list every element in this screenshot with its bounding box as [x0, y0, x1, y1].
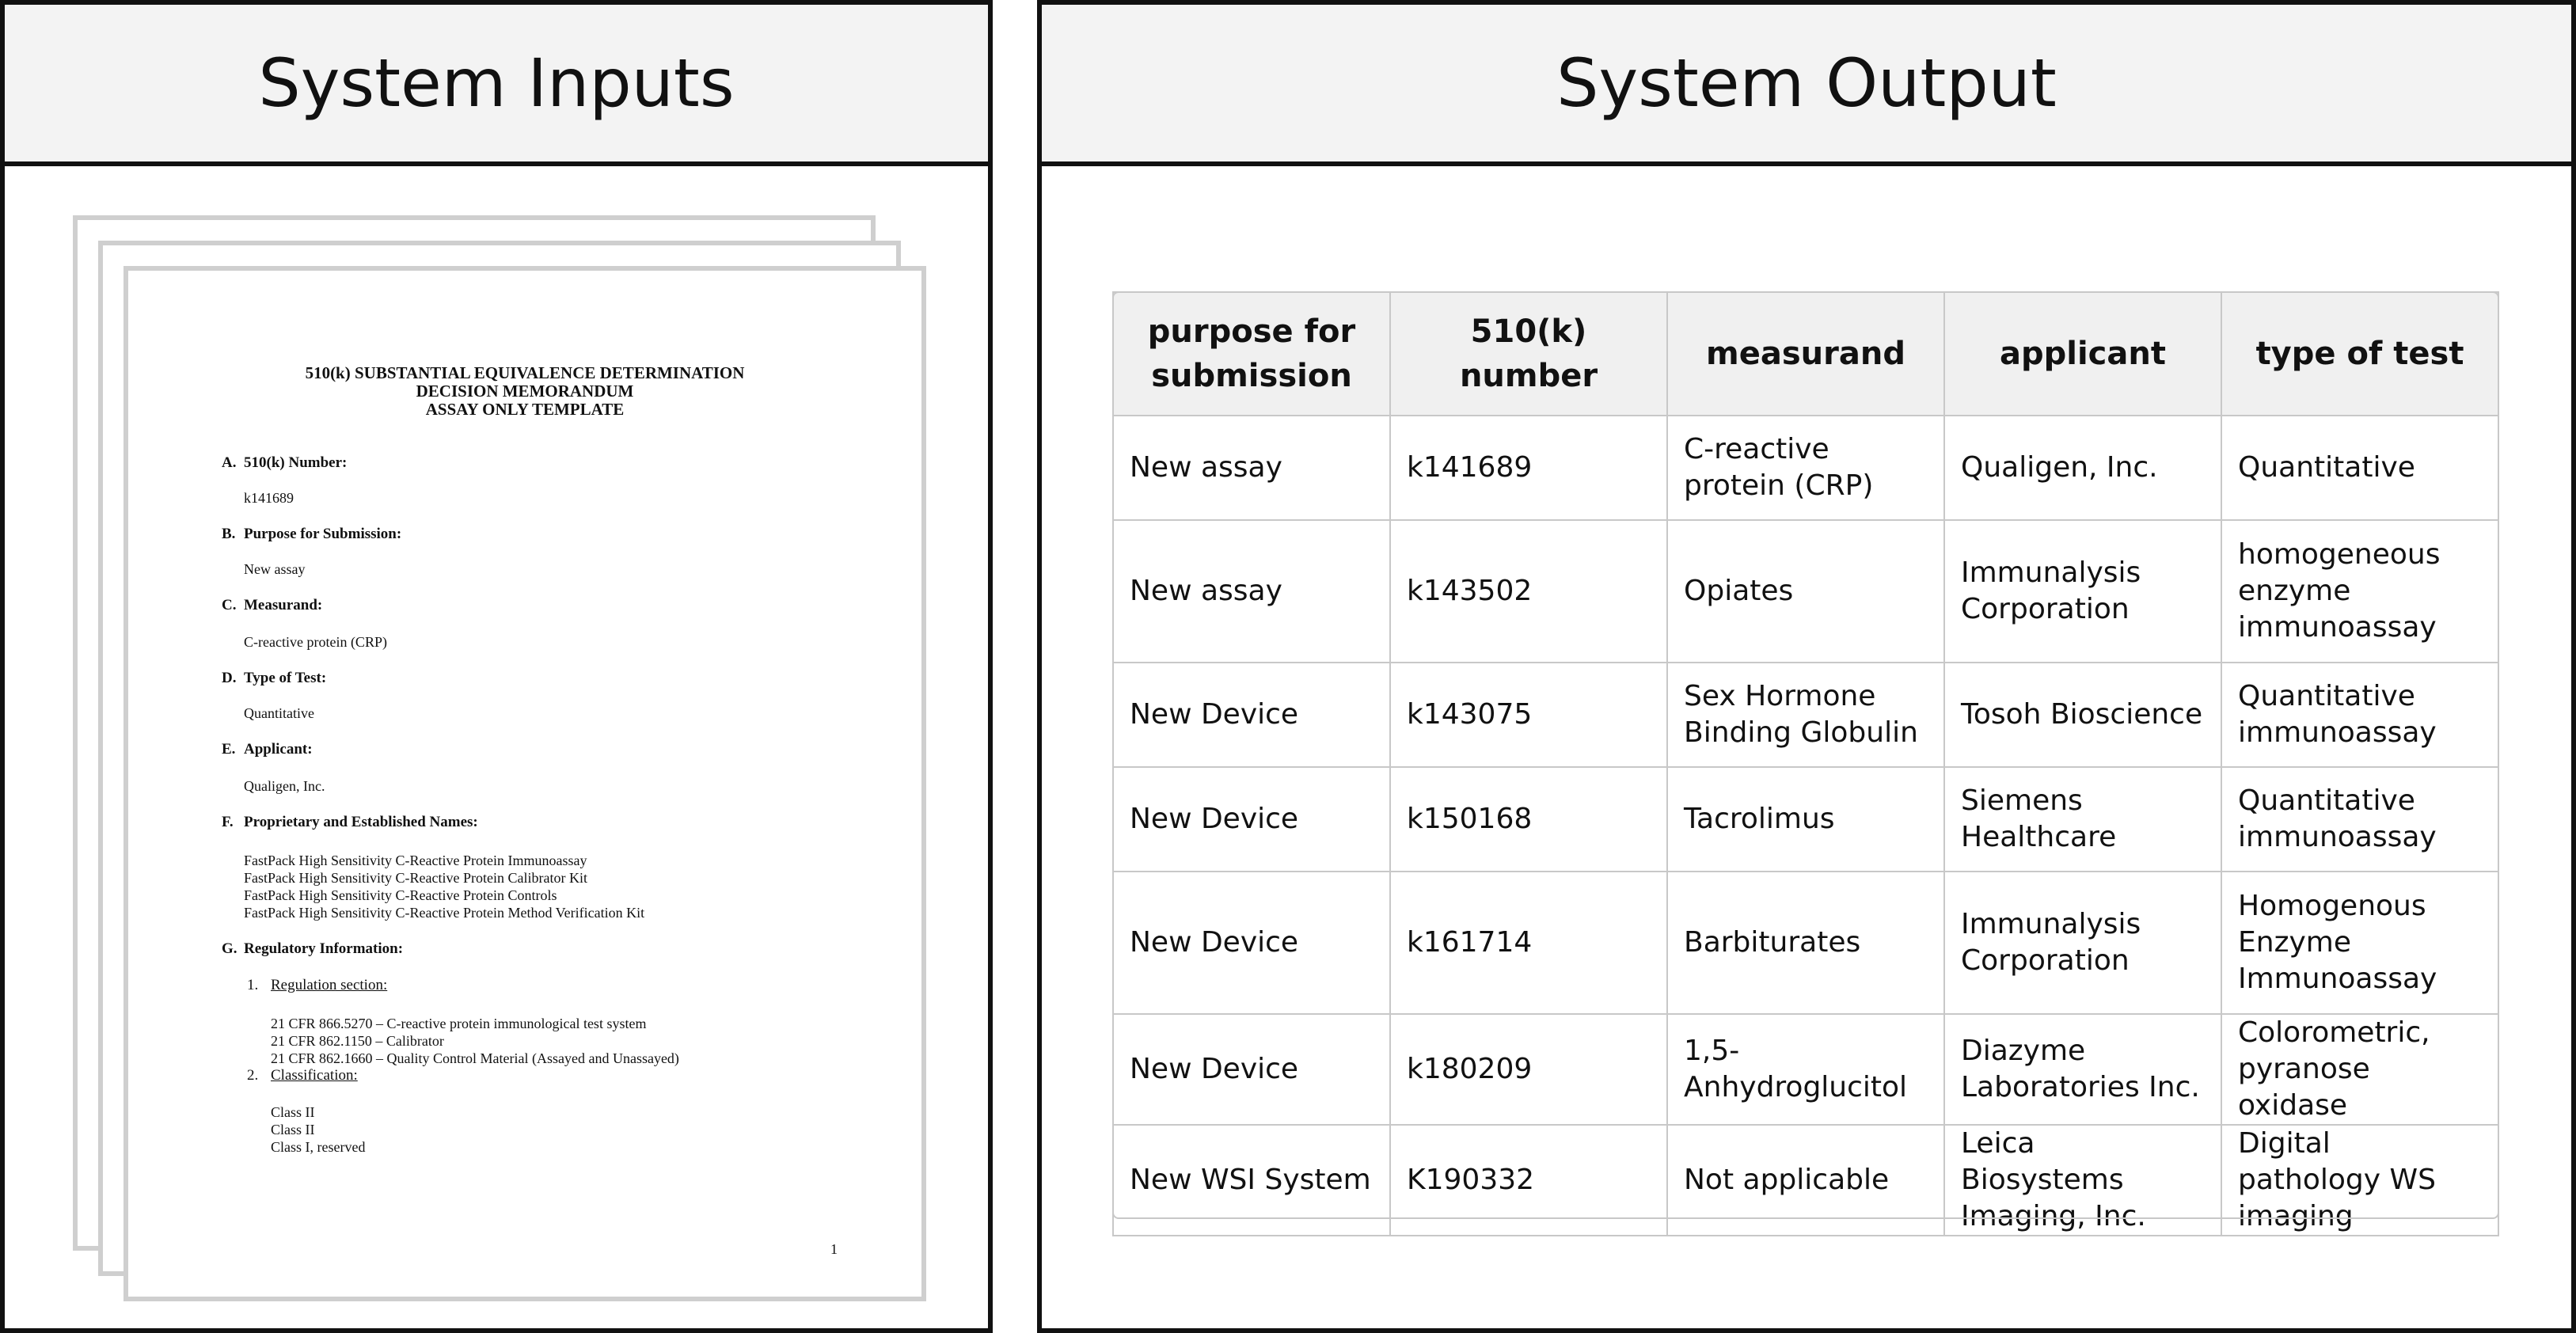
- table-cell: Immunalysis Corporation: [1944, 520, 2221, 663]
- classification-value: Class II: [271, 1104, 315, 1120]
- document-header-line: DECISION MEMORANDUM: [416, 382, 634, 401]
- section-label: Applicant:: [244, 741, 313, 758]
- section-b-heading: [222, 526, 401, 543]
- section-letter: G.: [222, 940, 237, 957]
- document-header-line: 510(k) SUBSTANTIAL EQUIVALENCE DETERMINATION: [305, 363, 745, 382]
- table-cell: New WSI System: [1113, 1125, 1390, 1236]
- table-cell: New Device: [1113, 872, 1390, 1014]
- classification-value: Class I, reserved: [271, 1139, 366, 1155]
- table-cell: 1,5-Anhydroglucitol: [1667, 1014, 1944, 1125]
- table-row: [1113, 520, 2498, 663]
- system-output-header: [1042, 5, 2571, 166]
- section-label: Type of Test:: [244, 670, 327, 686]
- regulation-value: 21 CFR 862.1150 – Calibrator: [271, 1033, 444, 1049]
- section-c-heading: [222, 597, 322, 614]
- section-label: Purpose for Submission:: [244, 526, 402, 542]
- section-letter: A.: [222, 454, 237, 471]
- system-output-title: System Output: [1556, 44, 2057, 122]
- table-cell: Homogenous Enzyme Immunoassay: [2221, 872, 2498, 1014]
- page-number: 1: [830, 1241, 838, 1257]
- section-d-heading: [222, 670, 326, 687]
- table-cell: k180209: [1390, 1014, 1667, 1125]
- system-inputs-title: System Inputs: [258, 44, 735, 122]
- table-cell: Barbiturates: [1667, 872, 1944, 1014]
- table-header-row: [1113, 292, 2498, 416]
- section-a-heading: [222, 454, 347, 472]
- document-page-front: [123, 266, 926, 1301]
- section-letter: C.: [222, 597, 237, 613]
- table-cell: k141689: [1390, 416, 1667, 520]
- regulation-section-heading: [247, 977, 387, 994]
- section-f-heading: [222, 814, 478, 831]
- classification-value: Class II: [271, 1122, 315, 1137]
- section-f-value: FastPack High Sensitivity C-Reactive Protein Controls: [244, 887, 557, 903]
- subsection-number: 1.: [247, 977, 259, 993]
- section-f-value: FastPack High Sensitivity C-Reactive Protein Immunoassay: [244, 853, 587, 868]
- table-cell: New Device: [1113, 663, 1390, 767]
- section-d-value: Quantitative: [244, 705, 314, 721]
- table-cell: Quantitative immunoassay: [2221, 767, 2498, 872]
- table-cell: Siemens Healthcare: [1944, 767, 2221, 872]
- table-cell: New Device: [1113, 767, 1390, 872]
- table-cell: k150168: [1390, 767, 1667, 872]
- section-letter: B.: [222, 526, 236, 542]
- regulation-value: 21 CFR 866.5270 – C-reactive protein immunological test system: [271, 1016, 647, 1031]
- table-cell: K190332: [1390, 1125, 1667, 1236]
- section-letter: F.: [222, 814, 234, 830]
- section-b-value: New assay: [244, 561, 306, 577]
- table-cell: New Device: [1113, 1014, 1390, 1125]
- table-cell: Quantitative immunoassay: [2221, 663, 2498, 767]
- output-table: [1112, 291, 2499, 1236]
- column-header-applicant: applicant: [1944, 292, 2221, 416]
- table-cell: New assay: [1113, 416, 1390, 520]
- table-cell: C-reactive protein (CRP): [1667, 416, 1944, 520]
- table-row: [1113, 416, 2498, 520]
- table-row: [1113, 663, 2498, 767]
- regulation-value: 21 CFR 862.1660 – Quality Control Material (Assayed and Unassayed): [271, 1050, 679, 1066]
- column-header-measurand: measurand: [1667, 292, 1944, 416]
- column-header-510k-number: 510(k) number: [1390, 292, 1667, 416]
- document-header: [128, 364, 921, 419]
- section-e-heading: [222, 741, 313, 758]
- table-cell: Not applicable: [1667, 1125, 1944, 1236]
- table-cell: Sex Hormone Binding Globulin: [1667, 663, 1944, 767]
- section-a-value: k141689: [244, 490, 294, 506]
- table-cell: k161714: [1390, 872, 1667, 1014]
- subsection-label: Classification:: [271, 1067, 358, 1084]
- section-f-value: FastPack High Sensitivity C-Reactive Protein Calibrator Kit: [244, 870, 587, 886]
- table-row: [1113, 872, 2498, 1014]
- section-c-value: C-reactive protein (CRP): [244, 634, 387, 650]
- section-f-value: FastPack High Sensitivity C-Reactive Protein Method Verification Kit: [244, 905, 645, 921]
- section-label: 510(k) Number:: [244, 454, 348, 471]
- section-label: Regulatory Information:: [244, 940, 404, 957]
- classification-heading: [247, 1067, 358, 1084]
- table-cell: New assay: [1113, 520, 1390, 663]
- table-cell: Leica Biosystems Imaging, Inc.: [1944, 1125, 2221, 1236]
- table-row: [1113, 1014, 2498, 1125]
- table-cell: Qualigen, Inc.: [1944, 416, 2221, 520]
- table-cell: k143502: [1390, 520, 1667, 663]
- subsection-label: Regulation section:: [271, 977, 388, 993]
- table-row: [1113, 767, 2498, 872]
- table-cell: Tosoh Bioscience: [1944, 663, 2221, 767]
- section-g-heading: [222, 940, 403, 958]
- table-cell: Immunalysis Corporation: [1944, 872, 2221, 1014]
- table-cell: Quantitative: [2221, 416, 2498, 520]
- column-header-type-of-test: type of test: [2221, 292, 2498, 416]
- section-label: Measurand:: [244, 597, 323, 613]
- section-letter: E.: [222, 741, 236, 758]
- table-row: [1113, 1125, 2498, 1236]
- table-cell: homogeneous enzyme immunoassay: [2221, 520, 2498, 663]
- table-cell: k143075: [1390, 663, 1667, 767]
- section-letter: D.: [222, 670, 237, 686]
- subsection-number: 2.: [247, 1067, 259, 1084]
- table-cell: Digital pathology WS imaging: [2221, 1125, 2498, 1236]
- table-cell: Colorometric, pyranose oxidase: [2221, 1014, 2498, 1125]
- system-inputs-panel: [0, 0, 993, 1333]
- table-cell: Diazyme Laboratories Inc.: [1944, 1014, 2221, 1125]
- column-header-purpose: purpose for submission: [1113, 292, 1390, 416]
- document-header-line: ASSAY ONLY TEMPLATE: [425, 400, 625, 419]
- table-cell: Tacrolimus: [1667, 767, 1944, 872]
- table-cell: Opiates: [1667, 520, 1944, 663]
- section-e-value: Qualigen, Inc.: [244, 778, 325, 794]
- section-label: Proprietary and Established Names:: [244, 814, 478, 830]
- system-inputs-header: [5, 5, 988, 166]
